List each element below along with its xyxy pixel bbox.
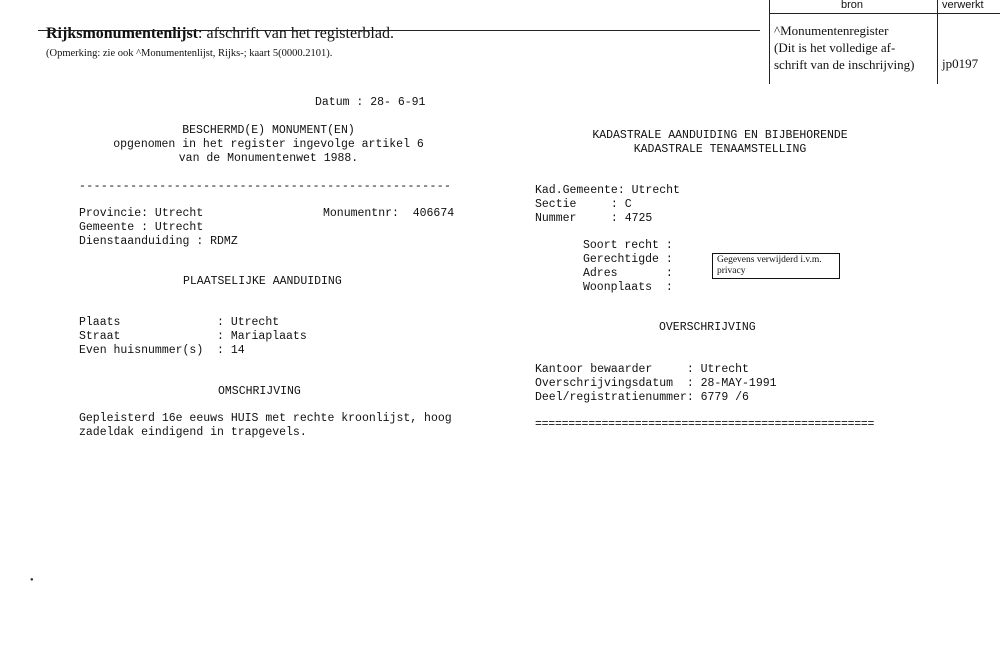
transfer-details: Kantoor bewaarder : Utrecht Overschrijvingsdatum : 28-MAY-1991 Deel/registratienummer: 6779 /6 xyxy=(535,363,777,404)
transfer-heading: OVERSCHRIJVING xyxy=(659,321,756,334)
municipality-agency: Gemeente : Utrecht Dienstaanduiding : RDMZ xyxy=(79,221,238,248)
dashed-rule: --------------------------------------------------- xyxy=(79,180,452,193)
page-title xyxy=(38,7,394,61)
source-column-header: bron xyxy=(841,0,864,11)
privacy-notice-box: Gegevens verwijderd i.v.m. privacy xyxy=(712,253,840,279)
place-details: Plaats : Utrecht Straat : Mariaplaats Even huisnummer(s) : 14 xyxy=(79,316,307,357)
cadastral-details: Kad.Gemeente: Utrecht Sectie : C Nummer : 4725 xyxy=(535,184,680,225)
ownership-fields: Soort recht : Gerechtigde : Adres : Woonplaats : xyxy=(583,239,673,294)
description-text: Gepleisterd 16e eeuws HUIS met rechte kroonlijst, hoog zadeldak eindigend in trapgevels. xyxy=(79,412,452,439)
protected-monument-heading: BESCHERMD(E) MONUMENT(EN) opgenomen in het register ingevolge artikel 6 van de Monumentenwet 1988. xyxy=(113,124,424,165)
source-text: ^Monumentenregister (Dit is het volledige af- schrift van de inschrijving) xyxy=(774,23,915,72)
processed-code: jp0197 xyxy=(942,56,979,71)
title-rest: : afschrift van het registerblad. xyxy=(198,25,394,42)
title-bold: Rijksmonumentenlijst xyxy=(46,25,199,42)
header-note: (Opmerking: zie ook ^Monumentenlijst, Rijks-; kaart 5(0000.2101). xyxy=(46,48,333,59)
cadastral-heading: KADASTRALE AANDUIDING EN BIJBEHORENDE KADASTRALE TENAAMSTELLING xyxy=(592,129,848,156)
monument-number: Monumentnr: 406674 xyxy=(323,207,455,220)
scan-speck: ● xyxy=(30,576,34,583)
place-heading: PLAATSELIJKE AANDUIDING xyxy=(183,275,342,288)
header-rule xyxy=(38,30,760,31)
register-date: Datum : 28- 6-91 xyxy=(315,96,426,109)
box-header-rule xyxy=(769,13,1000,14)
processed-column-header: verwerkt xyxy=(942,0,984,11)
province-line: Provincie: Utrecht xyxy=(79,207,204,220)
description-heading: OMSCHRIJVING xyxy=(218,385,301,398)
double-rule: =================================================== xyxy=(535,418,875,431)
